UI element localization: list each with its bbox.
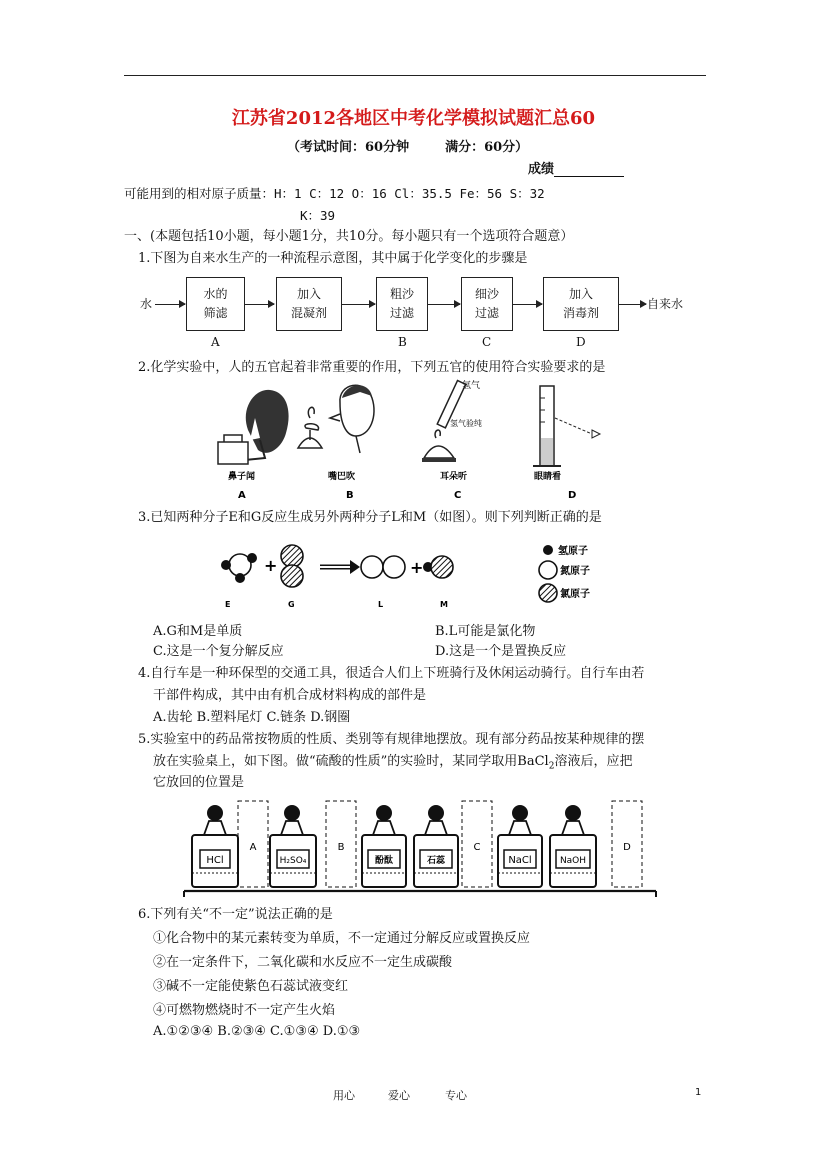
bottle-label-h2so4: H₂SO₄: [279, 856, 307, 866]
footer-item: 用心: [333, 1089, 355, 1102]
q1-step-box: 加入 消毒剂: [543, 277, 619, 331]
listen-illustration: [422, 379, 482, 462]
gas-label: 氢气: [462, 381, 481, 391]
full-score: 满分：60分）: [445, 140, 529, 155]
reagent-bottle: [498, 805, 542, 887]
q3-option-a: A.G和M是单质: [153, 624, 243, 639]
exam-info: [287, 136, 528, 155]
bottle-label-naoh: NaOH: [559, 856, 587, 866]
q1-tag-b: B: [398, 335, 407, 349]
test-label: 氢气验纯: [450, 419, 482, 428]
header-rule: [124, 75, 706, 76]
page-number: 1: [695, 1087, 702, 1098]
bottle-label-nacl: NaCl: [508, 855, 532, 866]
atomic-mass-line2: K：39: [300, 208, 336, 223]
legend-chlorine: 氯原子: [560, 589, 590, 600]
plus-sign: +: [410, 558, 424, 577]
q5-stem-line1: 5.实验室中的药品常按物质的性质、类别等有规律地摆放。现有部分药品按某种规律的摆: [138, 732, 645, 747]
q1-arrow: [244, 304, 274, 305]
q6-item-2: ②在一定条件下，二氧化碳和水反应不一定生成碳酸: [153, 955, 453, 970]
q3-option-b: B.L可能是氯化物: [435, 624, 536, 639]
q3-option-d: D.这是一个是置换反应: [435, 644, 567, 659]
q3-option-c: C.这是一个复分解反应: [153, 644, 284, 659]
svg-text:D: D: [623, 842, 631, 853]
q1-output-label: 自来水: [647, 297, 684, 311]
letter-c: C: [454, 490, 462, 501]
q6-item-4: ④可燃物燃烧时不一定产生火焰: [153, 1003, 336, 1018]
label-g: G: [288, 600, 295, 609]
q1-step-box: 加入 混凝剂: [276, 277, 342, 331]
footer-item: 爱心: [388, 1089, 410, 1102]
q6-item-3: ③碱不一定能使紫色石蕊试液变红: [153, 979, 349, 994]
legend-hydrogen: 氢原子: [558, 546, 588, 557]
reagent-bottle: [550, 805, 596, 887]
q1-arrow: [427, 304, 460, 305]
blow-illustration: [298, 385, 374, 453]
molecule-e: [221, 553, 257, 583]
reagent-bottle: [414, 805, 458, 887]
bottle-label-phenolphthalein: 酚酞: [374, 856, 394, 866]
label-e: E: [225, 600, 231, 609]
atomic-mass-line1: 可能用到的相对原子质量：H：1 C：12 O：16 Cl：35.5 Fe：56 S：32: [124, 186, 545, 201]
q6-item-1: ①化合物中的某元素转变为单质，不一定通过分解反应或置换反应: [153, 931, 531, 946]
atom-legend: [539, 544, 590, 602]
molecule-g: [281, 545, 303, 587]
q4-stem-line2: 干部件构成，其中由有机合成材料构成的部件是: [153, 688, 427, 703]
exam-time: （考试时间：60分钟: [287, 140, 410, 155]
caption-b: 嘴巴吹: [328, 472, 356, 482]
q1-arrow: [341, 304, 375, 305]
reagent-bottle: [192, 805, 238, 887]
score-label: 成绩: [528, 162, 555, 177]
q3-stem: 3.已知两种分子E和G反应生成另外两种分子L和M（如图）。则下列判断正确的是: [138, 510, 602, 525]
footer-item: 专心: [445, 1089, 467, 1102]
label-l: L: [378, 600, 384, 609]
molecule-m: [423, 556, 453, 578]
q5-stem-line2: 放在实验桌上，如下图。做“硫酸的性质”的实验时，某同学取用BaCl$_2$溶液后，应把: [153, 754, 633, 772]
svg-text:C: C: [473, 842, 481, 853]
letter-a: A: [238, 490, 246, 501]
q1-tag-d: D: [576, 335, 586, 349]
q4-options: A.齿轮 B.塑料尾灯 C.链条 D.钢圈: [153, 710, 351, 725]
q1-arrow: [618, 304, 646, 305]
plus-sign: +: [264, 556, 278, 575]
q1-step-box: 粗沙 过滤: [376, 277, 428, 331]
q1-step-box: 细沙 过滤: [461, 277, 513, 331]
score-field: [528, 158, 624, 177]
q5-stem-line3: 它放回的位置是: [153, 775, 245, 790]
bottle-label-litmus: 石蕊: [426, 856, 446, 866]
svg-text:B: B: [337, 842, 345, 853]
q1-stem: 1.下图为自来水生产的一种流程示意图，其中属于化学变化的步骤是: [138, 251, 528, 266]
q6-stem: 6.下列有关“不一定”说法正确的是: [138, 907, 333, 922]
letter-b: B: [346, 490, 354, 501]
reagent-bottle: [362, 805, 406, 887]
q4-stem-line1: 4.自行车是一种环保型的交通工具，很适合人们上下班骑行及休闲运动骑行。自行车由若: [138, 666, 645, 681]
q1-tag-a: A: [211, 335, 220, 349]
caption-a: 鼻子闻: [228, 472, 256, 482]
section-heading: 一、(本题包括10小题，每小题1分，共10分。每小题只有一个选项符合题意）: [124, 229, 574, 244]
q3-figure: [210, 535, 650, 615]
q5-shelf-figure: [180, 795, 660, 900]
q2-stem: 2.化学实验中，人的五官起着非常重要的作用，下列五官的使用符合实验要求的是: [138, 360, 606, 375]
q1-input-label: 水: [140, 297, 153, 311]
q1-tag-c: C: [482, 335, 492, 349]
legend-nitrogen: 氮原子: [560, 566, 590, 577]
q6-options: A.①②③④ B.②③④ C.①③④ D.①③: [153, 1024, 361, 1039]
caption-d: 眼睛看: [534, 472, 562, 482]
q1-arrow: [155, 304, 185, 305]
q2-figure: [210, 378, 610, 503]
svg-text:A: A: [249, 842, 257, 853]
q1-arrow: [512, 304, 542, 305]
molecule-l: [361, 556, 405, 578]
letter-d: D: [568, 490, 577, 501]
look-illustration: [533, 386, 600, 466]
q1-step-box: 水的 筛滤: [186, 277, 245, 331]
bottle-label-hcl: HCl: [206, 855, 224, 866]
reaction-arrow: [320, 560, 360, 574]
smell-illustration: [218, 390, 289, 464]
label-m: M: [440, 600, 448, 609]
caption-c: 耳朵听: [440, 472, 468, 482]
score-blank: [554, 164, 624, 177]
reagent-bottle: [270, 805, 316, 887]
page-title: 江苏省2012各地区中考化学模拟试题汇总60: [231, 108, 596, 129]
